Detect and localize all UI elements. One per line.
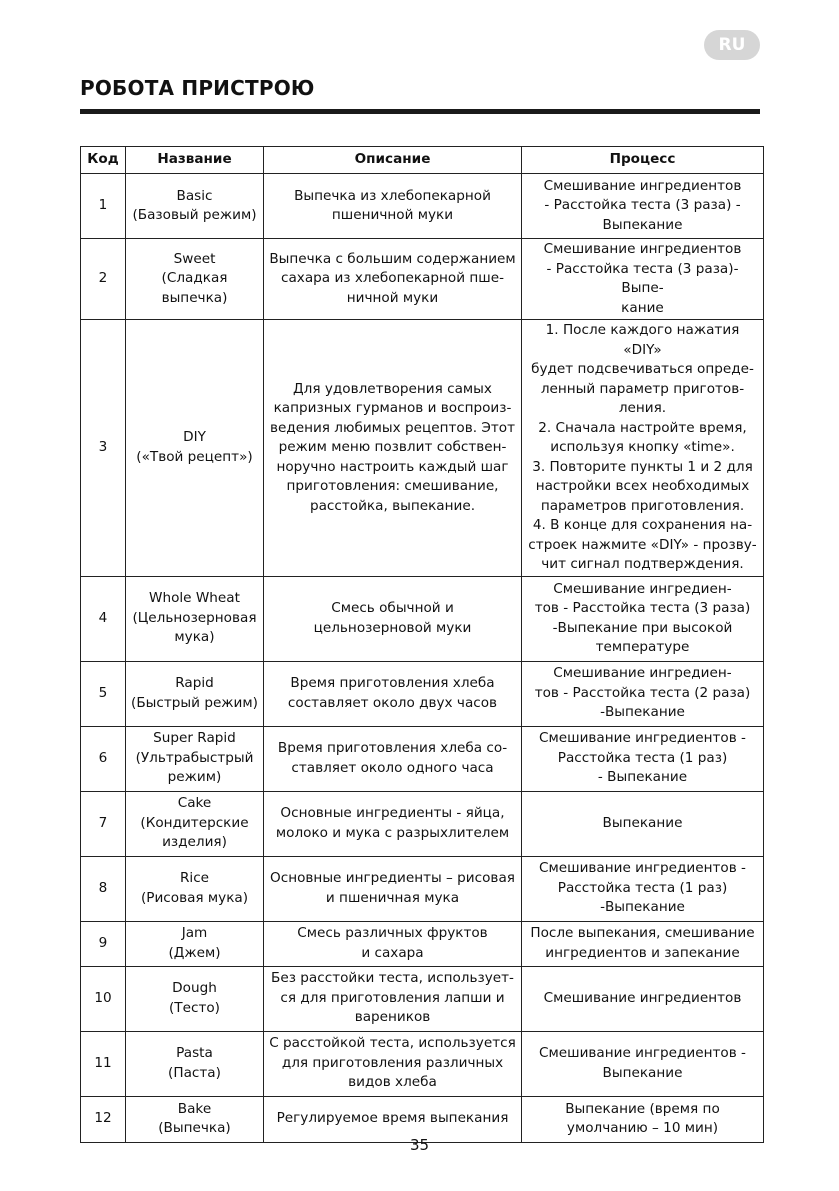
cell-code: 1: [81, 174, 126, 239]
cell-process: После выпекания, смешивание ингредиентов и запекание: [522, 921, 764, 966]
cell-description: Смесь различных фруктов и сахара: [264, 921, 522, 966]
cell-process: Смешивание ингредиен- тов - Расстойка теста (3 раза) -Выпекание при высокой температуре: [522, 576, 764, 661]
table-row: [81, 174, 764, 239]
cell-name: Basic (Базовый режим): [126, 174, 264, 239]
table-row: [81, 576, 764, 661]
cell-description: С расстойкой теста, используется для приготовления различных видов хлеба: [264, 1031, 522, 1096]
cell-description: Основные ингредиенты – рисовая и пшеничная мука: [264, 856, 522, 921]
cell-description: Время приготовления хлеба составляет около двух часов: [264, 661, 522, 726]
page-title: РОБОТА ПРИСТРОЮ: [80, 76, 315, 100]
cell-code: 6: [81, 726, 126, 791]
table-row: [81, 856, 764, 921]
cell-process: Смешивание ингредиентов - Выпекание: [522, 1031, 764, 1096]
table-row: [81, 921, 764, 966]
cell-name: Whole Wheat (Цельнозерновая мука): [126, 576, 264, 661]
cell-process: Выпекание (время по умолчанию – 10 мин): [522, 1096, 764, 1142]
cell-process: Смешивание ингредиентов - Расстойка теста (3 раза)-Выпе- кание: [522, 239, 764, 320]
cell-code: 8: [81, 856, 126, 921]
cell-description: Основные ингредиенты - яйца, молоко и мука с разрыхлителем: [264, 791, 522, 856]
cell-code: 3: [81, 320, 126, 577]
cell-description: Для удовлетворения самых капризных гурманов и воспроиз- ведения любимых рецептов. Этот режим меню позвлит собствен- норучно настроить каждый шаг приготовления: смешивание, расстойка, выпекание.: [264, 320, 522, 577]
table-row: [81, 791, 764, 856]
cell-process: Смешивание ингредиен- тов - Расстойка теста (2 раза) -Выпекание: [522, 661, 764, 726]
cell-code: 12: [81, 1096, 126, 1142]
cell-description: Смесь обычной и цельнозерновой муки: [264, 576, 522, 661]
cell-name: Sweet (Сладкая выпечка): [126, 239, 264, 320]
cell-name: Rice (Рисовая мука): [126, 856, 264, 921]
cell-description: Регулируемое время выпекания: [264, 1096, 522, 1142]
cell-code: 9: [81, 921, 126, 966]
cell-process: Смешивание ингредиентов - Расстойка теста (3 раза) - Выпекание: [522, 174, 764, 239]
cell-name: Bake (Выпечка): [126, 1096, 264, 1142]
program-modes-table: [80, 146, 764, 1143]
table-row: [81, 726, 764, 791]
cell-code: 11: [81, 1031, 126, 1096]
table-row: [81, 239, 764, 320]
cell-process: Смешивание ингредиентов - Расстойка теста (1 раз) -Выпекание: [522, 856, 764, 921]
cell-description: Без расстойки теста, использует- ся для приготовления лапши и вареников: [264, 966, 522, 1031]
cell-name: Pasta (Паста): [126, 1031, 264, 1096]
cell-name: DIY («Твой рецепт»): [126, 320, 264, 577]
column-header-process: Процесс: [522, 147, 764, 174]
column-header-name: Название: [126, 147, 264, 174]
table-row: [81, 1031, 764, 1096]
cell-process: 1. После каждого нажатия «DIY» будет подсвечиваться опреде- ленный параметр приготов- ления. 2. Сначала настройте время, используя кнопку «time». 3. Повторите пункты 1 и 2 для настройки всех необходимых параметров приготовления. 4. В конце для сохранения на- строек нажмите «DIY» - прозву- чит сигнал подтверждения.: [522, 320, 764, 577]
cell-description: Выпечка из хлебопекарной пшеничной муки: [264, 174, 522, 239]
cell-name: Dough (Тесто): [126, 966, 264, 1031]
table-row: [81, 966, 764, 1031]
cell-description: Время приготовления хлеба со- ставляет около одного часа: [264, 726, 522, 791]
cell-name: Jam (Джем): [126, 921, 264, 966]
cell-code: 2: [81, 239, 126, 320]
table-header-row: [81, 147, 764, 174]
cell-code: 4: [81, 576, 126, 661]
table-row: [81, 661, 764, 726]
cell-name: Super Rapid (Ультрабыстрый режим): [126, 726, 264, 791]
cell-code: 7: [81, 791, 126, 856]
cell-process: Выпекание: [522, 791, 764, 856]
title-divider: [80, 109, 760, 114]
page-number: 35: [409, 1136, 430, 1154]
cell-process: Смешивание ингредиентов: [522, 966, 764, 1031]
table-row: [81, 320, 764, 577]
cell-name: Cake (Кондитерские изделия): [126, 791, 264, 856]
cell-code: 5: [81, 661, 126, 726]
cell-process: Смешивание ингредиентов - Расстойка теста (1 раз) - Выпекание: [522, 726, 764, 791]
column-header-code: Код: [81, 147, 126, 174]
language-badge: RU: [704, 30, 760, 60]
cell-description: Выпечка с большим содержанием сахара из хлебопекарной пше- ничной муки: [264, 239, 522, 320]
cell-code: 10: [81, 966, 126, 1031]
cell-name: Rapid (Быстрый режим): [126, 661, 264, 726]
column-header-description: Описание: [264, 147, 522, 174]
